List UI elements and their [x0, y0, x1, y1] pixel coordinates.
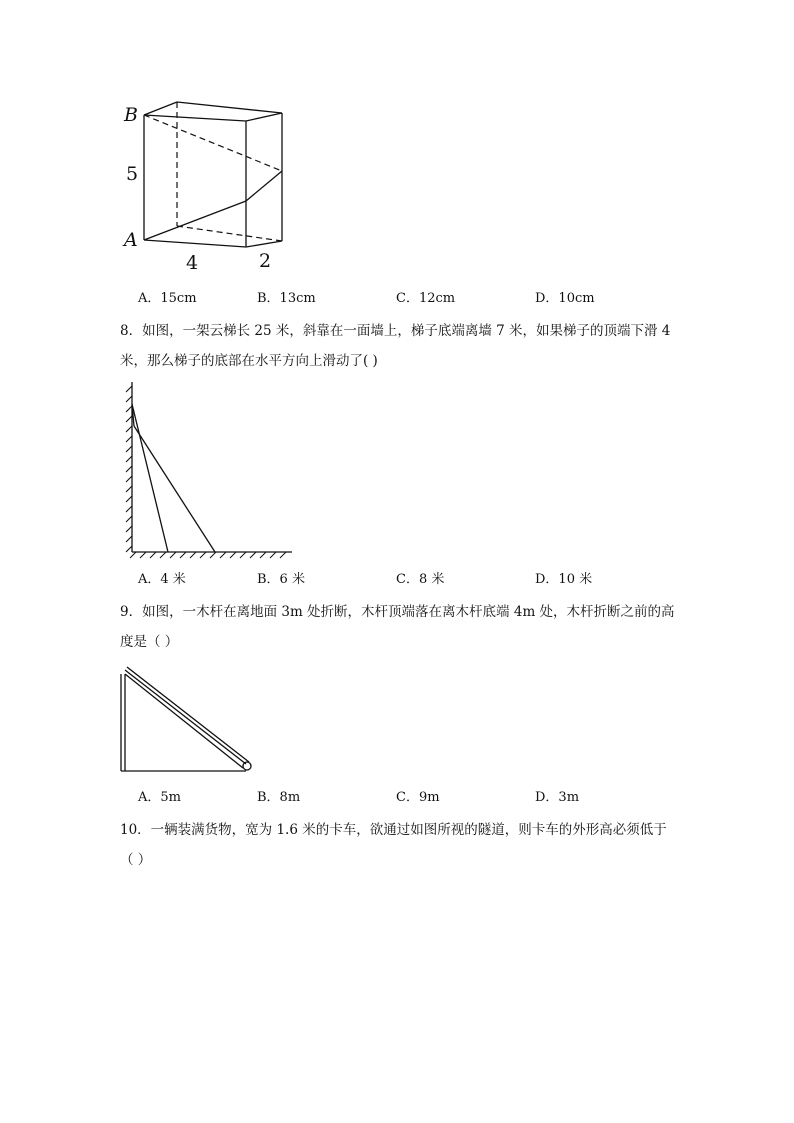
q8-text: 8．如图，一架云梯长 25 米，斜靠在一面墙上，梯子底端离墙 7 米，如果梯子的顶端下滑 4 米，那么梯子的底部在水平方向上滑动了( )	[120, 323, 671, 369]
q9-option-b[interactable]: B．8m	[257, 790, 301, 805]
vertex-b-label: B	[124, 104, 138, 126]
ladder-figure	[118, 378, 298, 563]
q8-option-c[interactable]: C．8 米	[396, 572, 445, 587]
q8-option-d[interactable]: D．10 米	[535, 572, 593, 587]
q10-text: 10．一辆装满货物，宽为 1.6 米的卡车，欲通过如图所视的隧道，则卡车的外形高必须低于（ ）	[120, 822, 667, 868]
q7-option-c[interactable]: C．12cm	[396, 291, 456, 306]
q7-option-b[interactable]: B．13cm	[257, 291, 316, 306]
q7-option-d[interactable]: D．10cm	[535, 291, 595, 306]
q9-option-a[interactable]: A．5m	[138, 790, 181, 805]
q9-option-d[interactable]: D．3m	[535, 790, 580, 805]
q9-text: 9．如图，一木杆在离地面 3m 处折断，木杆顶端落在离木杆底端 4m 处，木杆折断之前的高度是（ ）	[120, 604, 675, 650]
vertex-a-label: A	[124, 229, 138, 251]
q7-option-a[interactable]: A．15cm	[138, 291, 197, 306]
width-label: 2	[259, 250, 272, 272]
height-label: 5	[126, 163, 139, 185]
broken-pole-figure	[118, 664, 258, 776]
q9-option-c[interactable]: C．9m	[396, 790, 440, 805]
q8-option-b[interactable]: B．6 米	[257, 572, 305, 587]
q8-option-a[interactable]: A．4 米	[138, 572, 186, 587]
length-label: 4	[186, 252, 199, 274]
